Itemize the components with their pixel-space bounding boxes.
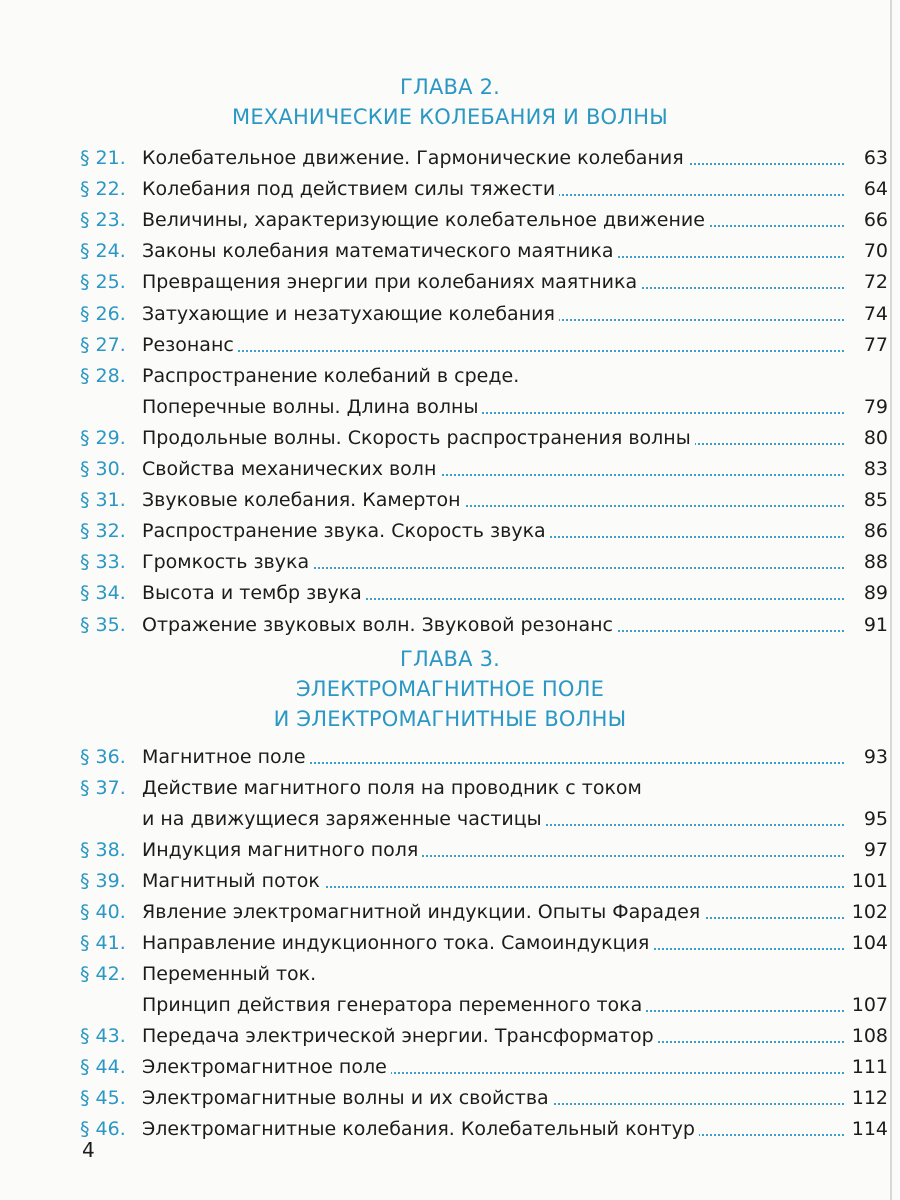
section-number: § 22. bbox=[80, 178, 126, 201]
toc-entry-line bbox=[80, 265, 888, 296]
section-page-number: 111 bbox=[848, 1056, 888, 1078]
section-number: § 43. bbox=[80, 1025, 126, 1047]
section-number: § 37. bbox=[80, 777, 126, 799]
section-number: § 34. bbox=[80, 582, 126, 605]
toc-entry-line bbox=[80, 514, 888, 545]
section-title: Индукция магнитного поля bbox=[142, 839, 422, 861]
toc-entry[interactable] bbox=[80, 1081, 888, 1112]
section-page-number: 91 bbox=[860, 614, 888, 636]
toc-entry[interactable] bbox=[80, 421, 888, 452]
toc-entry[interactable] bbox=[80, 1019, 888, 1050]
toc-entry[interactable] bbox=[80, 895, 888, 926]
toc-entry-line bbox=[80, 1019, 888, 1050]
section-page-number: 74 bbox=[860, 303, 888, 325]
toc-entry-line bbox=[80, 452, 888, 483]
toc-entry-line bbox=[80, 483, 888, 514]
section-number: § 46. bbox=[80, 1118, 126, 1140]
toc-entry-line bbox=[80, 141, 888, 172]
section-number: § 35. bbox=[80, 613, 126, 636]
leader-dots bbox=[142, 350, 844, 352]
section-title: Поперечные волны. Длина волны bbox=[142, 396, 482, 418]
section-page-number: 95 bbox=[860, 808, 888, 830]
section-title: Электромагнитное поле bbox=[142, 1056, 391, 1078]
toc-entry[interactable] bbox=[80, 514, 888, 545]
section-title: Распространение колебаний в среде. bbox=[142, 365, 523, 387]
toc-entry[interactable] bbox=[80, 359, 888, 421]
section-title: Принцип действия генератора переменного тока bbox=[142, 994, 646, 1016]
section-number: § 33. bbox=[80, 551, 126, 574]
toc-entry[interactable] bbox=[80, 576, 888, 607]
section-title: Затухающие и незатухающие колебания bbox=[142, 303, 559, 325]
chapter-3-heading bbox=[0, 644, 900, 734]
section-title: Свойства механических волн bbox=[142, 458, 440, 480]
section-page-number: 83 bbox=[860, 458, 888, 480]
toc-entry[interactable] bbox=[80, 1112, 888, 1143]
section-page-number: 88 bbox=[860, 551, 888, 573]
section-title: Законы колебания математического маятника bbox=[142, 240, 618, 262]
section-page-number: 89 bbox=[860, 582, 888, 604]
chapter-2-label: ГЛАВА 2. bbox=[399, 75, 501, 99]
section-number: § 26. bbox=[80, 302, 126, 325]
toc-entry-line bbox=[80, 988, 888, 1019]
toc-entry-line bbox=[80, 421, 888, 452]
toc-entry[interactable] bbox=[80, 740, 888, 771]
section-number: § 32. bbox=[80, 520, 126, 543]
section-number: § 27. bbox=[80, 333, 126, 356]
section-title: Распространение звука. Скорость звука bbox=[142, 520, 550, 542]
toc-entry[interactable] bbox=[80, 957, 888, 1019]
toc-entry[interactable] bbox=[80, 328, 888, 359]
toc-entry[interactable] bbox=[80, 297, 888, 328]
section-title: Отражение звуковых волн. Звуковой резонанс bbox=[142, 614, 617, 636]
toc-entry-line bbox=[80, 359, 888, 390]
section-page-number: 64 bbox=[860, 178, 888, 200]
section-number: § 36. bbox=[80, 746, 126, 768]
section-title: Резонанс bbox=[142, 334, 238, 356]
section-page-number: 66 bbox=[860, 209, 888, 231]
section-page-number: 86 bbox=[860, 520, 888, 542]
toc-entry[interactable] bbox=[80, 265, 888, 296]
toc-entry-line bbox=[80, 390, 888, 421]
toc-entry-line bbox=[80, 740, 888, 771]
chapter-3-title-line-2: И ЭЛЕКТРОМАГНИТНЫЕ ВОЛНЫ bbox=[273, 707, 627, 731]
section-title: Явление электромагнитной индукции. Опыты Фарадея bbox=[142, 901, 704, 923]
section-title: Звуковые колебания. Камертон bbox=[142, 489, 465, 511]
chapter-3-label: ГЛАВА 3. bbox=[399, 647, 501, 671]
section-title: Магнитный поток bbox=[142, 870, 324, 892]
section-number: § 23. bbox=[80, 209, 126, 232]
chapter-2-title: МЕХАНИЧЕСКИЕ КОЛЕБАНИЯ И ВОЛНЫ bbox=[232, 105, 668, 129]
section-number: § 40. bbox=[80, 901, 126, 923]
section-page-number: 102 bbox=[848, 901, 888, 923]
section-title: Передача электрической энергии. Трансформатор bbox=[142, 1025, 658, 1047]
section-number: § 44. bbox=[80, 1056, 126, 1078]
section-title: Превращения энергии при колебаниях маятника bbox=[142, 271, 641, 293]
section-page-number: 77 bbox=[860, 334, 888, 356]
section-page-number: 85 bbox=[860, 489, 888, 511]
toc-entry[interactable] bbox=[80, 452, 888, 483]
section-page-number: 108 bbox=[848, 1025, 888, 1047]
toc-entry-line bbox=[80, 926, 888, 957]
toc-entry-line bbox=[80, 172, 888, 203]
section-page-number: 70 bbox=[860, 240, 888, 262]
section-number: § 30. bbox=[80, 458, 126, 480]
section-title: Электромагнитные волны и их свойства bbox=[142, 1087, 553, 1109]
section-title: и на движущиеся заряженные частицы bbox=[142, 808, 546, 830]
toc-entry-line bbox=[80, 1050, 888, 1081]
section-title: Электромагнитные колебания. Колебательный контур bbox=[142, 1118, 699, 1140]
toc-entry-line bbox=[80, 895, 888, 926]
toc-entry-line bbox=[80, 608, 888, 639]
toc-entry-line bbox=[80, 234, 888, 265]
section-page-number: 72 bbox=[860, 271, 888, 293]
toc-entry-line bbox=[80, 297, 888, 328]
toc-entry[interactable] bbox=[80, 545, 888, 576]
toc-entry[interactable] bbox=[80, 926, 888, 957]
section-number: § 24. bbox=[80, 240, 126, 263]
section-number: § 25. bbox=[80, 271, 126, 294]
section-title: Колебания под действием силы тяжести bbox=[142, 178, 559, 200]
section-number: § 45. bbox=[80, 1087, 126, 1109]
section-title: Переменный ток. bbox=[142, 963, 320, 985]
section-title: Продольные волны. Скорость распространения волны bbox=[142, 427, 695, 449]
chapter-2-heading bbox=[0, 72, 900, 132]
toc-entry-line bbox=[80, 833, 888, 864]
toc-entry[interactable] bbox=[80, 141, 888, 172]
section-title: Действие магнитного поля на проводник с током bbox=[142, 777, 646, 799]
toc-entry[interactable] bbox=[80, 771, 888, 833]
section-page-number: 104 bbox=[848, 932, 888, 954]
section-page-number: 107 bbox=[848, 994, 888, 1016]
toc-entry[interactable] bbox=[80, 833, 888, 864]
toc-entry-line bbox=[80, 576, 888, 607]
section-page-number: 93 bbox=[860, 746, 888, 768]
toc-entry[interactable] bbox=[80, 203, 888, 234]
section-page-number: 114 bbox=[848, 1118, 888, 1140]
section-page-number: 79 bbox=[860, 396, 888, 418]
toc-entry-line bbox=[80, 771, 888, 802]
toc-entry[interactable] bbox=[80, 172, 888, 203]
section-number: § 41. bbox=[80, 932, 126, 954]
section-title: Величины, характеризующие колебательное движение bbox=[142, 209, 709, 231]
section-number: § 28. bbox=[80, 364, 126, 387]
section-number: § 42. bbox=[80, 963, 126, 985]
section-page-number: 97 bbox=[860, 839, 888, 861]
toc-entry-line bbox=[80, 864, 888, 895]
toc-entry[interactable] bbox=[80, 234, 888, 265]
toc-entry-line bbox=[80, 328, 888, 359]
section-title: Магнитное поле bbox=[142, 746, 310, 768]
toc-entry[interactable] bbox=[80, 483, 888, 514]
section-number: § 39. bbox=[80, 870, 126, 892]
toc-entry-line bbox=[80, 1112, 888, 1143]
section-number: § 38. bbox=[80, 839, 126, 861]
toc-entry[interactable] bbox=[80, 1050, 888, 1081]
toc-entry-line bbox=[80, 957, 888, 988]
toc-entry-line bbox=[80, 545, 888, 576]
section-number: § 21. bbox=[80, 147, 126, 169]
section-number: § 31. bbox=[80, 489, 126, 512]
page-edge-divider bbox=[890, 0, 892, 1200]
page-number: 4 bbox=[82, 1138, 95, 1162]
section-title: Громкость звука bbox=[142, 551, 313, 573]
section-number: § 29. bbox=[80, 426, 126, 449]
toc-entry[interactable] bbox=[80, 864, 888, 895]
section-page-number: 101 bbox=[848, 870, 888, 892]
toc-entry[interactable] bbox=[80, 608, 888, 639]
section-title: Направление индукционного тока. Самоиндукция bbox=[142, 932, 653, 954]
section-page-number: 112 bbox=[848, 1087, 888, 1109]
section-title: Колебательное движение. Гармонические колебания bbox=[142, 147, 688, 169]
section-page-number: 80 bbox=[860, 427, 888, 449]
section-page-number: 63 bbox=[860, 147, 888, 169]
toc-entry-line bbox=[80, 802, 888, 833]
toc-entry-line bbox=[80, 1081, 888, 1112]
section-title: Высота и тембр звука bbox=[142, 582, 366, 604]
chapter-3-title-line-1: ЭЛЕКТРОМАГНИТНОЕ ПОЛЕ bbox=[295, 677, 605, 701]
toc-entry-line bbox=[80, 203, 888, 234]
